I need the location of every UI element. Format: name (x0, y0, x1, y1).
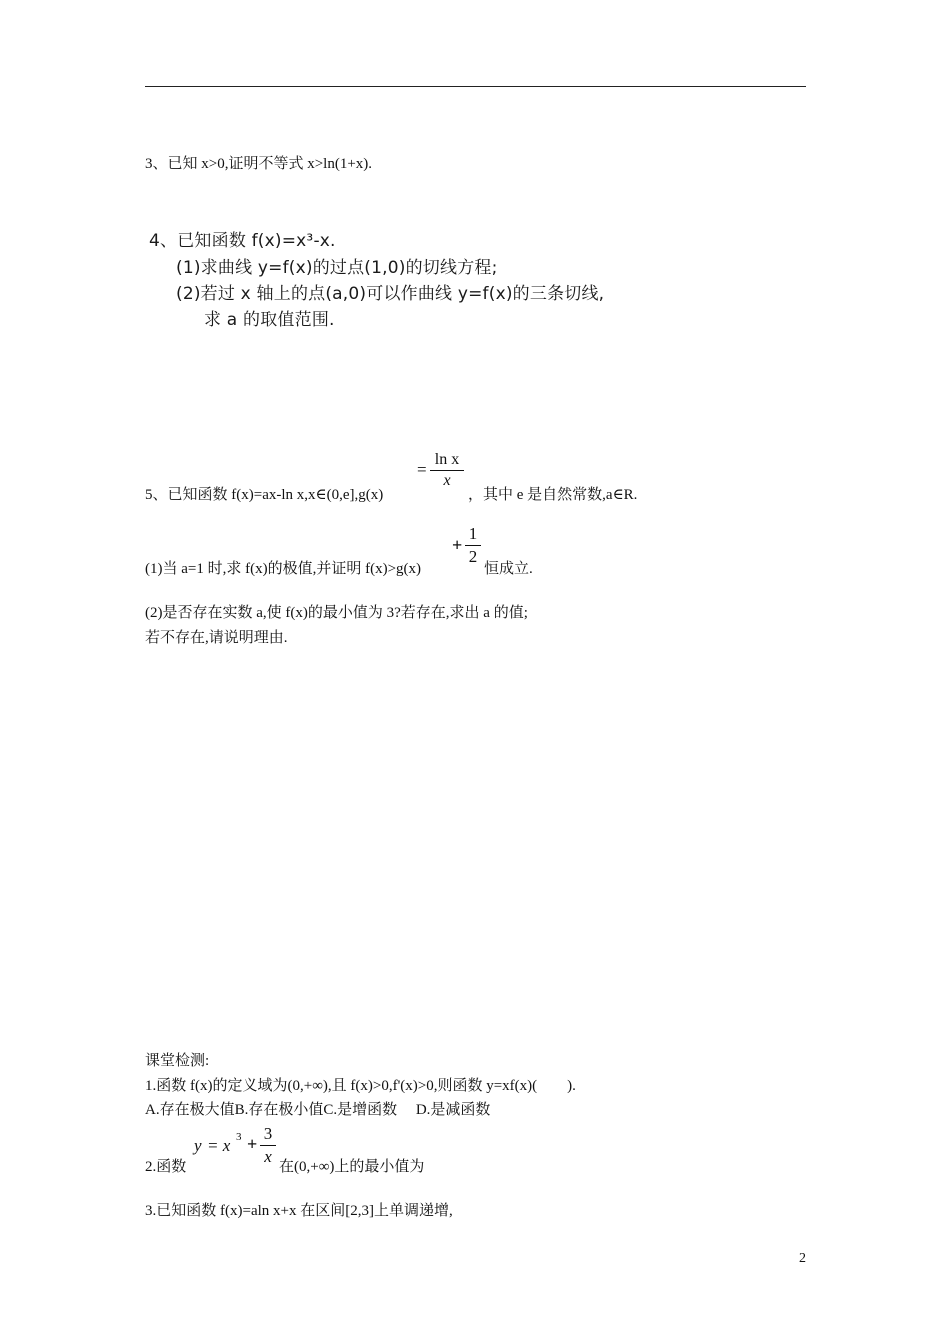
fraction-denominator: x (264, 1147, 272, 1166)
plus-sign: + (247, 1134, 258, 1154)
question-4-part-2: (2)若过 x 轴上的点(a,0)可以作曲线 y=f(x)的三条切线, (176, 284, 605, 304)
fraction-one-half (465, 524, 481, 567)
question-5-part-2-line-1: (2)是否存在实数 a,使 f(x)的最小值为 3?若存在,求出 a 的值; (145, 605, 528, 621)
fraction-denominator: 2 (468, 547, 478, 566)
fraction-three-over-x (260, 1124, 276, 1167)
question-4-part-2-cont: 求 a 的取值范围. (204, 310, 335, 330)
header-rule (145, 86, 806, 87)
fraction-numerator: 1 (468, 524, 478, 543)
check-question-2-right: 在(0,+∞)上的最小值为 (279, 1159, 425, 1175)
fraction-numerator: ln x (434, 451, 460, 468)
fraction-bar (430, 470, 464, 471)
question-5-stem-left: 5、已知函数 f(x)=ax-ln x,x∈(0,e],g(x) (145, 487, 384, 503)
function-y: y (194, 1136, 202, 1155)
x-cubed-exponent: 3 (236, 1131, 242, 1143)
question-5-part-1-right: 恒成立. (484, 561, 533, 577)
check-question-1: 1.函数 f(x)的定义域为(0,+∞),且 f(x)>0,f'(x)>0,则函数 y=xf(x)( ). (145, 1078, 576, 1094)
plus-sign: + (452, 535, 463, 555)
question-4-stem: 4、已知函数 f(x)=x³-x. (149, 231, 336, 251)
fraction-denominator: x (443, 472, 451, 489)
fraction-bar (465, 545, 481, 546)
fraction-numerator: 3 (263, 1124, 273, 1143)
question-5-part-2-line-2: 若不存在,请说明理由. (145, 630, 288, 646)
fraction-bar (260, 1145, 276, 1146)
question-4-part-1: (1)求曲线 y=f(x)的过点(1,0)的切线方程; (176, 258, 498, 278)
check-question-3: 3.已知函数 f(x)=aln x+x 在区间[2,3]上单调递增, (145, 1203, 453, 1219)
check-question-2-left: 2.函数 (145, 1159, 187, 1175)
classroom-check-title: 课堂检测: (145, 1053, 210, 1069)
x-cubed-base: = x (207, 1136, 231, 1155)
equals-sign: = (417, 460, 427, 479)
fraction-ln-x-over-x (430, 451, 464, 490)
question-5-part-1-left: (1)当 a=1 时,求 f(x)的极值,并证明 f(x)>g(x) (145, 561, 422, 577)
page-number: 2 (799, 1251, 806, 1266)
question-5-stem-right: ，其中 e 是自然常数,a∈R. (468, 487, 638, 503)
question-3: 3、已知 x>0,证明不等式 x>ln(1+x). (145, 156, 373, 172)
check-question-1-options: A.存在极大值B.存在极小值C.是增函数 D.是减函数 (145, 1102, 491, 1118)
